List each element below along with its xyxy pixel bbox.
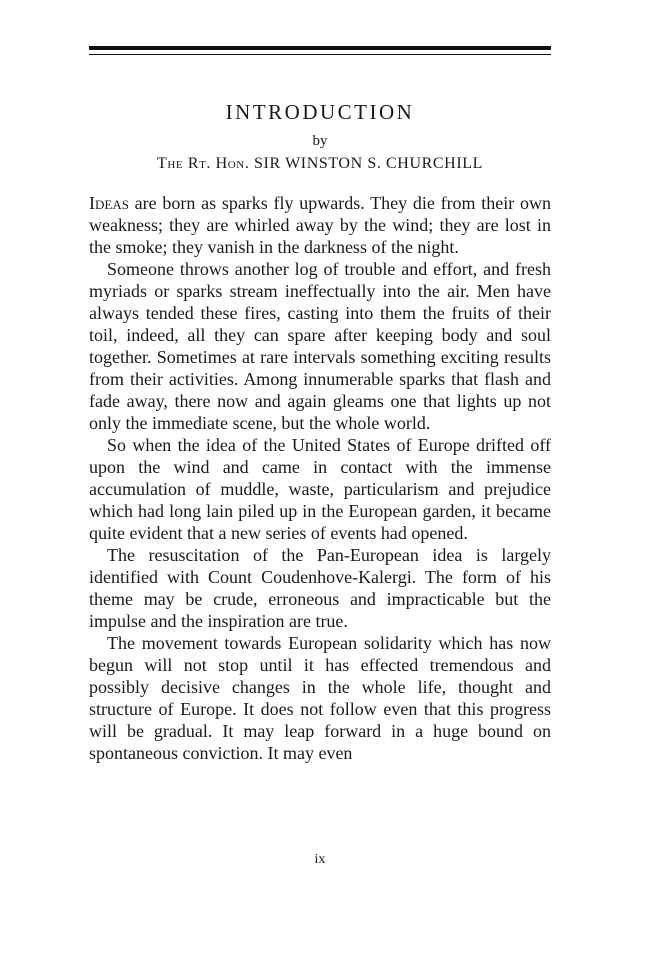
paragraph-1 xyxy=(89,192,551,258)
paragraph-1-lead: Ideas xyxy=(89,193,129,213)
paragraph-2: Someone throws another log of trouble and effort, and fresh myriads or sparks stream ineffectually into the air. Men have always tended these fires, casting into them the fruits of their toil, indeed, all they can spare after keeping body and soul together. Sometimes at rare intervals something exciting results from their activities. Among innumerable sparks that flash and fade away, there now and again gleams one that lights up not only the immediate scene, but the whole world. xyxy=(89,259,551,433)
top-rule-thick xyxy=(89,46,551,50)
byline-by: by xyxy=(312,133,328,149)
top-rule-thin xyxy=(89,54,551,55)
paragraph-5: The movement towards European solidarity which has now begun will not stop until it has effected tremendous and possibly decisive changes in the whole life, thought and structure of Europe. It does not follow even that this progress will be gradual. It may leap forward in a huge bound on spontaneous conviction. It may even xyxy=(89,633,551,763)
paragraph-4: The resuscitation of the Pan-European idea is largely identified with Count Coudenhove-Kalergi. The form of his theme may be crude, erroneous and impracticable but the impulse and the inspiration are true. xyxy=(89,545,551,631)
chapter-title: INTRODUCTION xyxy=(225,100,415,124)
paragraph-3: So when the idea of the United States of Europe drifted off upon the wind and came in contact with the immense accumulation of muddle, waste, particularism and prejudice which had long lain piled up in the European garden, it became quite evident that a new series of events had opened. xyxy=(89,435,551,543)
page-number: ix xyxy=(314,852,326,867)
paragraph-1-rest: are born as sparks fly upwards. They die from their own weakness; they are whirled away by the wind; they are lost in the smoke; they vanish in the darkness of the night. xyxy=(89,193,551,257)
author-name: The Rt. Hon. SIR WINSTON S. CHURCHILL xyxy=(156,155,483,172)
body-text xyxy=(89,192,551,764)
